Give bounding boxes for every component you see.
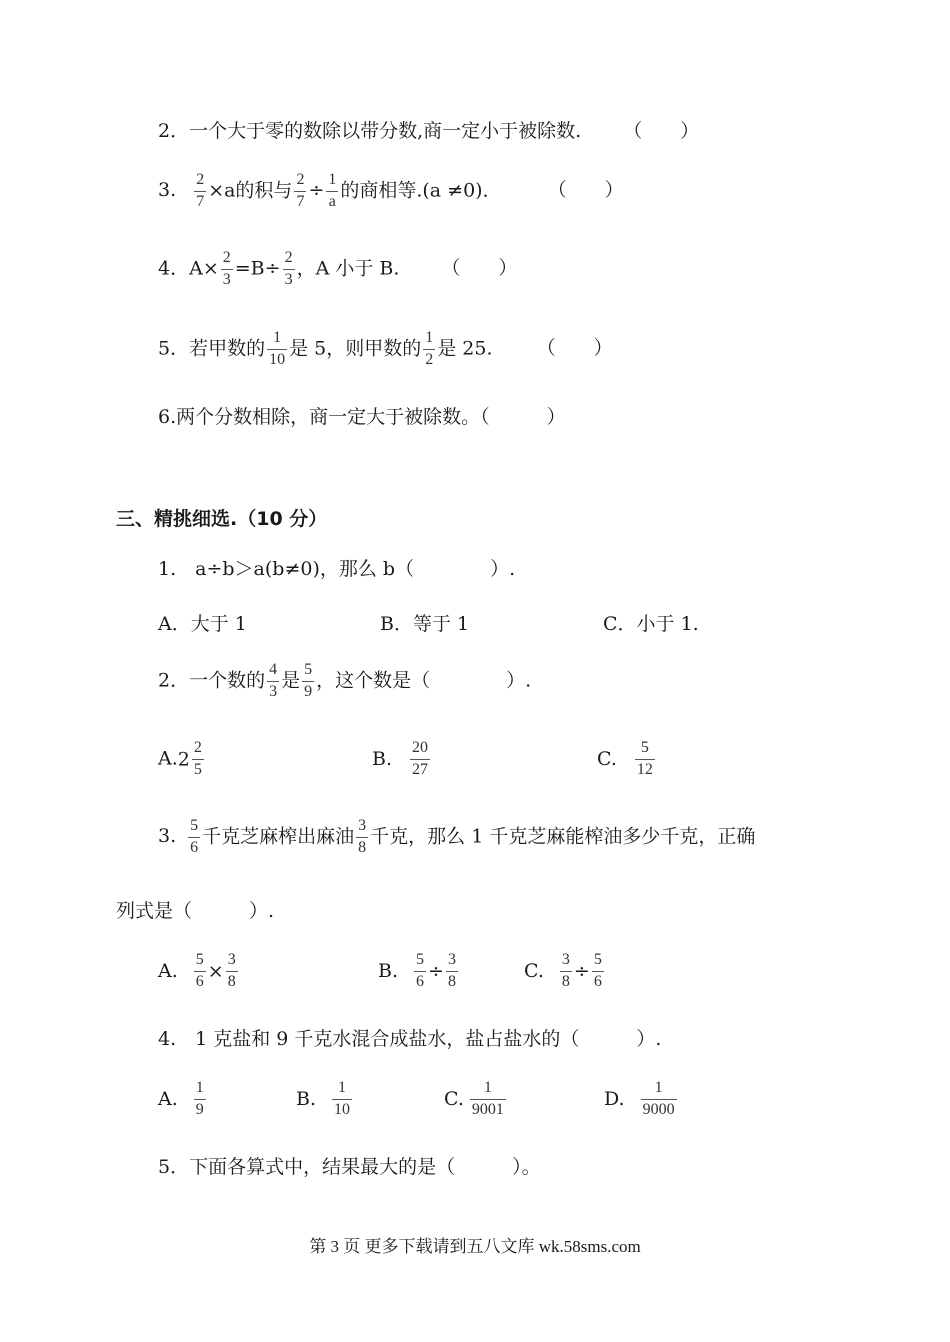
q-text: =B÷ xyxy=(234,257,281,280)
q-text: 千克，那么 1 千克芝麻能榨油多少千克，正确 xyxy=(370,825,756,848)
option-b[interactable] xyxy=(296,1080,354,1119)
q-number: 3. xyxy=(158,825,177,848)
fraction: $\frac{20}{27}$ xyxy=(412,739,429,778)
fraction: $\frac{1}{a}$ xyxy=(328,171,337,210)
option-c[interactable] xyxy=(444,1080,508,1119)
answer-paren[interactable]: （ ） xyxy=(441,257,518,280)
option-b[interactable] xyxy=(372,740,432,779)
q-text: 是 5，则甲数的 xyxy=(289,337,422,360)
q-number: 4． xyxy=(158,257,190,280)
q-number: 2． xyxy=(158,669,190,692)
option-a[interactable] xyxy=(158,952,240,991)
fraction: $\frac{3}{8}$ xyxy=(447,951,456,990)
judge-q2 xyxy=(158,122,699,141)
fraction: $\frac{5}{6}$ xyxy=(190,817,199,856)
page-footer: 第 3 页 更多下载请到五八文库 wk.58sms.com xyxy=(309,1237,641,1256)
fraction: $\frac{3}{8}$ xyxy=(227,951,236,990)
section-title: 三、精挑细选.（10 分） xyxy=(116,508,328,530)
answer-paren[interactable]: （ ） xyxy=(547,179,624,202)
judge-q6 xyxy=(158,408,566,427)
q-text: 一个数的 xyxy=(189,669,266,692)
fraction: $\frac{4}{3}$ xyxy=(269,661,278,700)
option-a[interactable]: A．大于 1 xyxy=(158,613,247,635)
fraction: $\frac{2}{3}$ xyxy=(284,249,293,288)
option-b[interactable] xyxy=(378,952,460,991)
fraction: $\frac{1}{10}$ xyxy=(269,329,286,368)
option-d[interactable] xyxy=(604,1080,679,1119)
option-label: A. xyxy=(158,1088,178,1111)
option-a[interactable] xyxy=(158,1080,208,1119)
q-text: ×a的积与 xyxy=(208,179,293,202)
fraction: $\frac{5}{9}$ xyxy=(304,661,313,700)
option-label: C. xyxy=(597,748,617,771)
q-text: A× xyxy=(189,257,219,280)
fraction: $\frac{5}{12}$ xyxy=(636,739,653,778)
judge-q5 xyxy=(158,330,613,369)
option-label: B. xyxy=(378,960,399,983)
fraction: $\frac{5}{6}$ xyxy=(593,951,602,990)
option-b[interactable]: B．等于 1 xyxy=(380,613,470,635)
option-c[interactable] xyxy=(524,952,606,991)
judge-q3 xyxy=(158,172,624,211)
answer-paren[interactable]: （ ） xyxy=(623,120,700,142)
q-text: 千克芝麻榨出麻油 xyxy=(202,825,355,848)
fraction: $\frac{1}{2}$ xyxy=(425,329,434,368)
divide-sign: ÷ xyxy=(573,960,590,983)
option-label: B. xyxy=(372,748,393,771)
q-text: 的商相等.(a ≠0)． xyxy=(340,179,502,202)
q-text: ，A 小于 B. xyxy=(296,257,400,280)
q-number: 5． xyxy=(158,337,190,360)
choice-q4: 4. 1 克盐和 9 千克水混合成盐水，盐占盐水的（ ）. xyxy=(158,1028,662,1050)
fraction: $\frac{5}{6}$ xyxy=(195,951,204,990)
choice-q3 xyxy=(158,818,755,857)
divide-sign: ÷ xyxy=(308,179,325,202)
option-label: A. xyxy=(158,960,178,983)
choice-q3-cont: 列式是（ ）. xyxy=(116,900,275,922)
fraction: $\frac{1}{9}$ xyxy=(195,1079,204,1118)
q-text: 是 xyxy=(281,669,301,692)
fraction: $\frac{1}{9000}$ xyxy=(642,1079,675,1118)
fraction: $\frac{3}{8}$ xyxy=(358,817,367,856)
q-number: 2． xyxy=(158,120,190,142)
option-label: C. xyxy=(524,960,544,983)
q-number: 3. xyxy=(158,179,177,202)
fraction: $\frac{1}{10}$ xyxy=(334,1079,351,1118)
choice-q5: 5．下面各算式中，结果最大的是（ ）。 xyxy=(158,1156,541,1178)
fraction: $\frac{2}{5}$ xyxy=(193,739,202,778)
fraction: $\frac{3}{8}$ xyxy=(561,951,570,990)
mixed-whole: 2 xyxy=(177,748,190,771)
fraction: $\frac{2}{7}$ xyxy=(196,171,205,210)
option-label: B. xyxy=(296,1088,317,1111)
q-text: 是 25. xyxy=(437,337,493,360)
q-text: ，这个数是（ ）. xyxy=(316,669,532,692)
option-c[interactable]: C．小于 1. xyxy=(603,613,699,635)
fraction: $\frac{2}{3}$ xyxy=(222,249,231,288)
answer-paren[interactable]: （ ） xyxy=(480,406,566,428)
option-label: C. xyxy=(444,1088,464,1111)
divide-sign: ÷ xyxy=(428,960,444,983)
fraction: $\frac{1}{9001}$ xyxy=(471,1079,504,1118)
judge-q4 xyxy=(158,250,517,289)
fraction: $\frac{2}{7}$ xyxy=(296,171,305,210)
q-text: 6.两个分数相除，商一定大于被除数。 xyxy=(158,406,481,428)
option-label: A. xyxy=(158,747,178,770)
fraction: $\frac{5}{6}$ xyxy=(416,951,425,990)
q-text: 若甲数的 xyxy=(189,337,266,360)
option-c[interactable] xyxy=(597,740,657,779)
choice-q1: 1. a÷b＞a(b≠0)，那么 b（ ）. xyxy=(158,558,516,580)
times-sign: × xyxy=(207,960,224,983)
option-label: D. xyxy=(604,1088,625,1111)
answer-paren[interactable]: （ ） xyxy=(536,337,613,360)
choice-q2 xyxy=(158,662,531,701)
option-a[interactable] xyxy=(158,740,206,779)
q-text: 一个大于零的数除以带分数,商一定小于被除数. xyxy=(189,120,582,142)
